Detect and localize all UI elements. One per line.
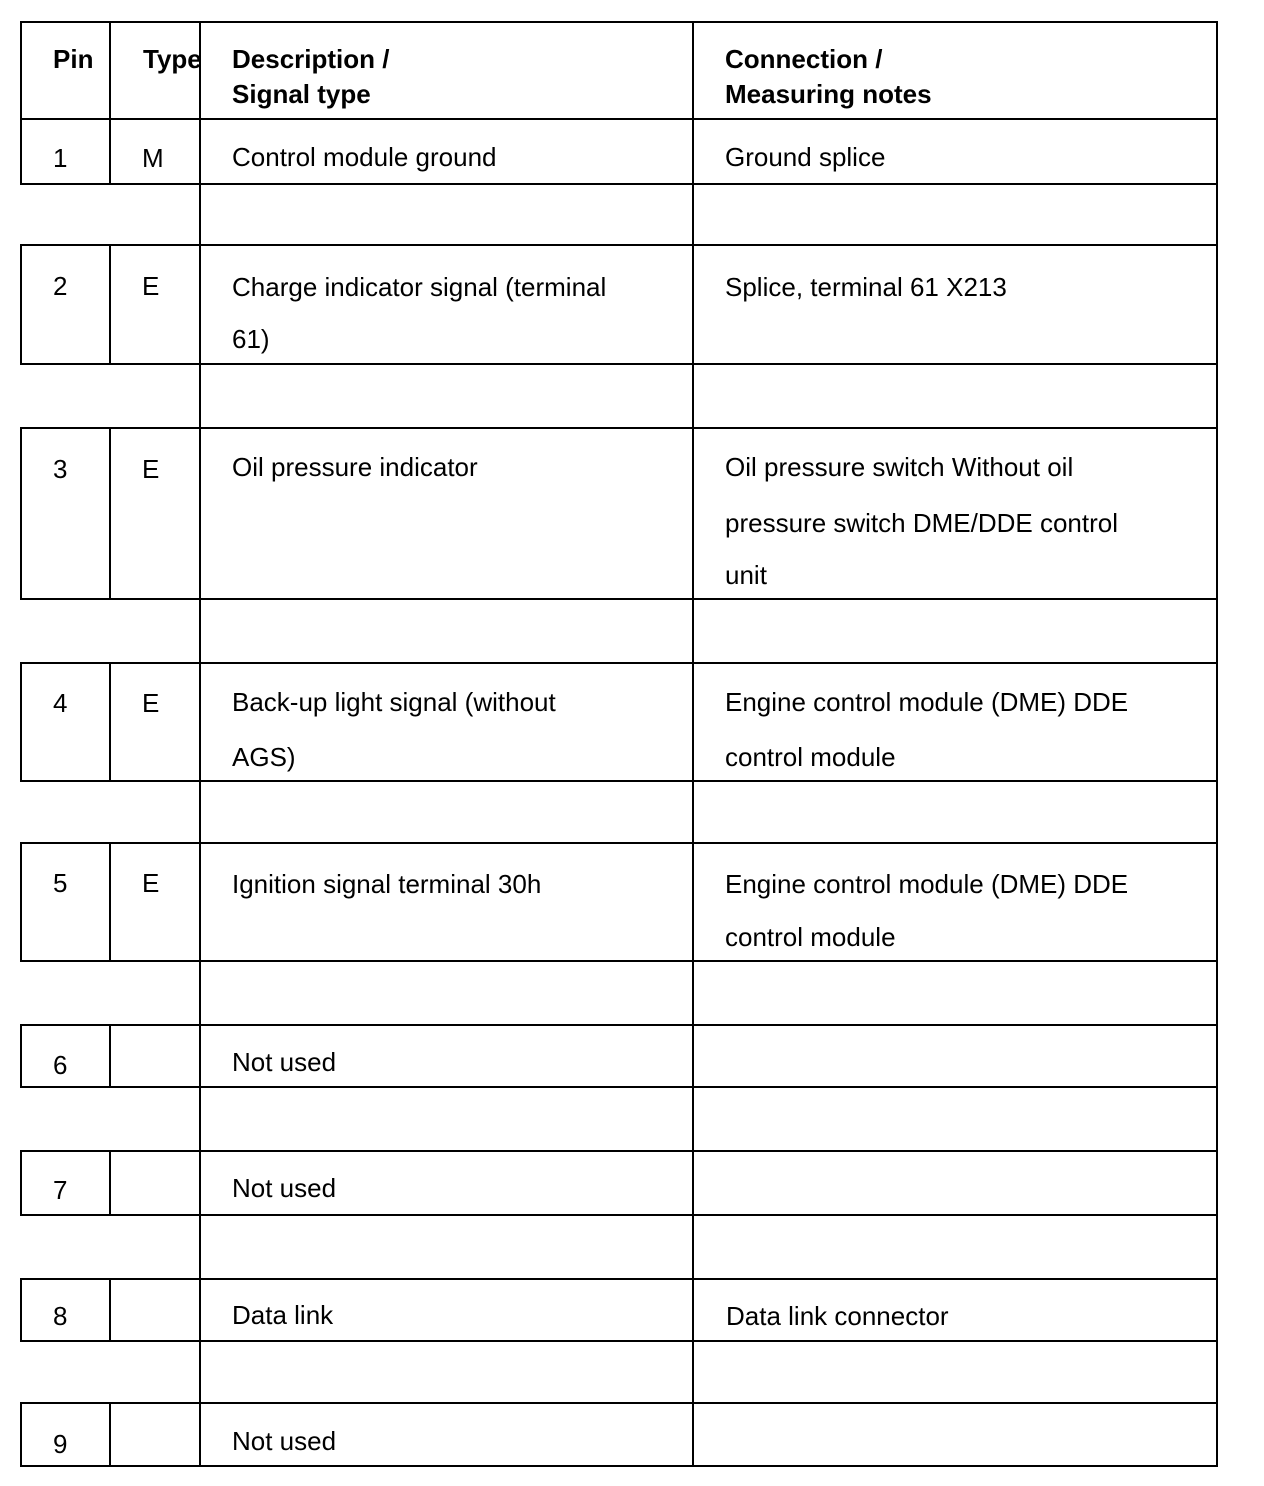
row-9-desc-line1: Not used bbox=[232, 1426, 337, 1456]
row-1-desc-line1: Control module ground bbox=[232, 142, 497, 172]
row-3-conn-line1: Oil pressure switch Without oil bbox=[725, 452, 1074, 482]
row-8-desc-line1: Data link bbox=[232, 1300, 334, 1330]
row-1-conn-line1: Ground splice bbox=[725, 142, 886, 172]
row-8-pin: 8 bbox=[53, 1301, 68, 1331]
row-7-type-divider bbox=[109, 1150, 111, 1216]
row-3-pin: 3 bbox=[53, 454, 68, 484]
row-9-pin: 9 bbox=[53, 1429, 68, 1459]
row-3-bottom-border bbox=[20, 598, 1218, 600]
row-5-bottom-border bbox=[20, 960, 1218, 962]
row-5-left-border bbox=[20, 842, 22, 962]
row-2-desc-line1: Charge indicator signal (terminal bbox=[232, 272, 607, 302]
header-pin: Pin bbox=[53, 44, 94, 74]
row-5-spacer-bottom bbox=[20, 1024, 1218, 1026]
table-left-border bbox=[20, 21, 22, 119]
row-6-bottom-border bbox=[20, 1086, 1218, 1088]
row-2-type-divider bbox=[109, 244, 111, 365]
row-2-spacer-bottom bbox=[20, 427, 1218, 429]
row-9-left-border bbox=[20, 1402, 22, 1467]
row-7-desc-line1: Not used bbox=[232, 1173, 337, 1203]
row-2-desc-line2: 61) bbox=[232, 324, 270, 354]
row-4-desc-line1: Back-up light signal (without bbox=[232, 687, 556, 717]
row-8-bottom-border bbox=[20, 1340, 1218, 1342]
row-7-spacer-bottom bbox=[20, 1278, 1218, 1280]
row-2-conn-line1: Splice, terminal 61 X213 bbox=[725, 272, 1007, 302]
row-3-type: E bbox=[142, 454, 160, 484]
row-5-type: E bbox=[142, 868, 160, 898]
row-2-left-border bbox=[20, 244, 22, 365]
row-4-type: E bbox=[142, 688, 160, 718]
row-4-conn-line2: control module bbox=[725, 742, 896, 772]
header-description-line2: Signal type bbox=[232, 79, 371, 109]
row-5-type-divider bbox=[109, 842, 111, 962]
row-6-left-border bbox=[20, 1024, 22, 1088]
row-4-pin: 4 bbox=[53, 688, 68, 718]
row-4-spacer-bottom bbox=[20, 842, 1218, 844]
row-6-pin: 6 bbox=[53, 1050, 68, 1080]
col-divider-type bbox=[109, 21, 111, 119]
row-2-pin: 2 bbox=[53, 271, 68, 301]
row-8-type-divider bbox=[109, 1278, 111, 1342]
row-4-left-border bbox=[20, 662, 22, 782]
row-1-left-border bbox=[20, 118, 22, 185]
col-divider-description bbox=[199, 21, 201, 1467]
row-6-spacer-bottom bbox=[20, 1150, 1218, 1152]
row-3-desc-line1: Oil pressure indicator bbox=[232, 452, 478, 482]
row-5-conn-line2: control module bbox=[725, 922, 896, 952]
row-3-type-divider bbox=[109, 427, 111, 600]
header-bottom-border bbox=[20, 118, 1218, 120]
header-description-line1: Description / bbox=[232, 44, 390, 74]
row-1-bottom-border bbox=[20, 183, 1218, 185]
header-connection-line2: Measuring notes bbox=[725, 79, 932, 109]
row-6-desc-line1: Not used bbox=[232, 1047, 337, 1077]
row-5-conn-line1: Engine control module (DME) DDE bbox=[725, 869, 1129, 899]
row-4-bottom-border bbox=[20, 780, 1218, 782]
row-7-bottom-border bbox=[20, 1214, 1218, 1216]
col-divider-connection bbox=[692, 21, 694, 1467]
row-1-type-divider bbox=[109, 118, 111, 185]
row-6-type-divider bbox=[109, 1024, 111, 1088]
row-7-pin: 7 bbox=[53, 1175, 68, 1205]
row-8-conn-line1: Data link connector bbox=[726, 1301, 949, 1331]
row-9-type-divider bbox=[109, 1402, 111, 1467]
row-8-spacer-bottom bbox=[20, 1402, 1218, 1404]
row-3-conn-line2: pressure switch DME/DDE control bbox=[725, 508, 1118, 538]
row-4-conn-line1: Engine control module (DME) DDE bbox=[725, 687, 1129, 717]
row-3-conn-line3: unit bbox=[725, 560, 767, 590]
row-2-bottom-border bbox=[20, 363, 1218, 365]
row-1-pin: 1 bbox=[53, 143, 68, 173]
row-1-type: M bbox=[142, 143, 164, 173]
header-connection-line1: Connection / bbox=[725, 44, 883, 74]
row-1-spacer-bottom bbox=[20, 244, 1218, 246]
row-5-pin: 5 bbox=[53, 868, 68, 898]
row-3-left-border bbox=[20, 427, 22, 600]
row-4-desc-line2: AGS) bbox=[232, 742, 296, 772]
row-9-bottom-border bbox=[20, 1465, 1218, 1467]
row-7-left-border bbox=[20, 1150, 22, 1216]
row-2-type: E bbox=[142, 271, 160, 301]
row-8-left-border bbox=[20, 1278, 22, 1342]
header-type: Type bbox=[143, 44, 202, 74]
row-3-spacer-bottom bbox=[20, 662, 1218, 664]
row-5-desc-line1: Ignition signal terminal 30h bbox=[232, 869, 542, 899]
row-4-type-divider bbox=[109, 662, 111, 782]
table-right-border bbox=[1216, 21, 1218, 1467]
